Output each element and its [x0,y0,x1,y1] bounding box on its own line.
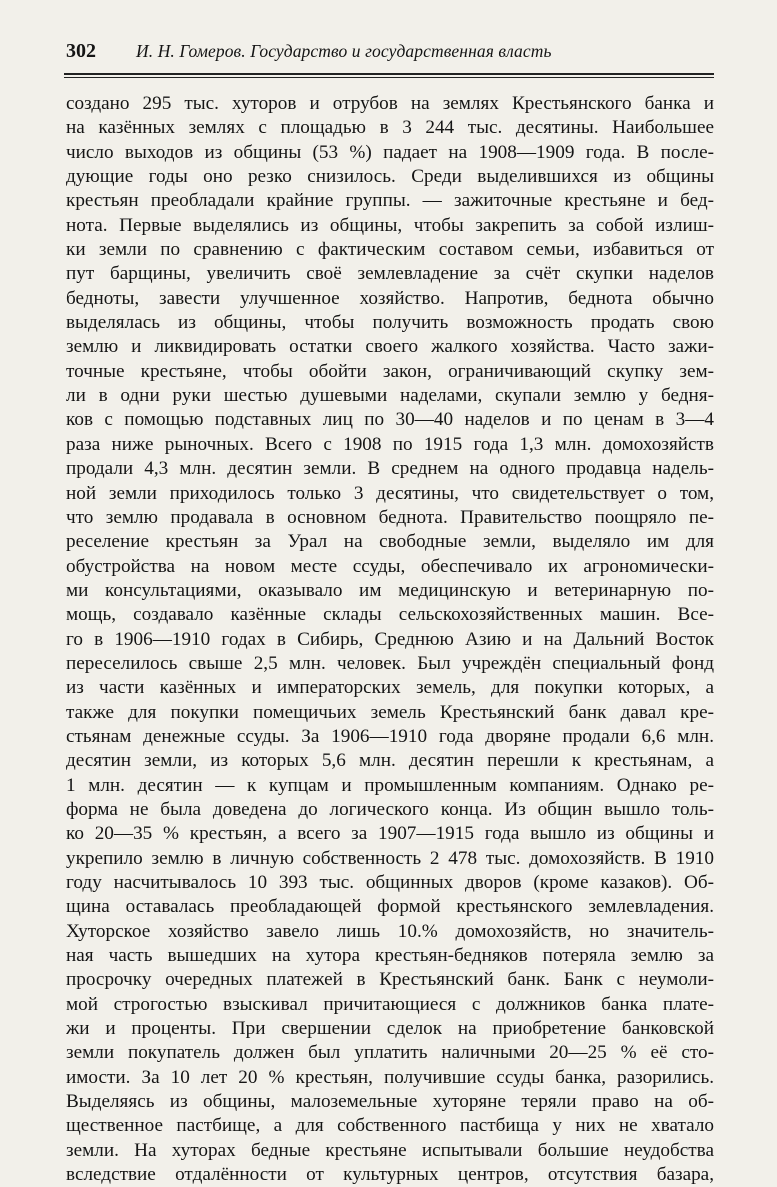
page-number: 302 [66,40,96,62]
text-line: го в 1906—1910 годах в Сибирь, Среднюю Азию и на Дальний Восток [66,628,714,650]
text-line: вследствие отдалённости от культурных центров, отсутствия базара, [66,1164,714,1186]
text-line: мощь, создавало казённые склады сельскохозяйственных машин. Все- [66,604,714,626]
text-line: просрочку очередных платежей в Крестьянский банк. Банк с неумоли- [66,969,714,991]
text-line: ко 20—35 % крестьян, а всего за 1907—1915 года вышло из общины и [66,823,714,845]
text-line: что землю продавала в основном беднота. Правительство поощряло пе- [66,506,714,528]
text-line: щественное пастбище, а для собственного пастбища у них не хватало [66,1115,714,1137]
text-line: обустройства на новом месте ссуды, обеспечивало их агрономически- [66,555,714,577]
text-line: раза ниже рыночных. Всего с 1908 по 1915 года 1,3 млн. домохозяйств [66,433,714,455]
text-line: мой строгостью взыскивал причитающиеся с должников банка плате- [66,993,714,1015]
text-line: имости. За 10 лет 20 % крестьян, получившие ссуды банка, разорились. [66,1066,714,1088]
text-line: нота. Первые выделялись из общины, чтобы закрепить за собой излиш- [66,214,714,236]
text-line: щина оставалась преобладающей формой крестьянского землевладения. [66,896,714,918]
text-line: земли. На хуторах бедные крестьяне испытывали большие неудобства [66,1139,714,1161]
text-line: пут барщины, увеличить своё землевладение за счёт скупки наделов [66,263,714,285]
text-line: ли в одни руки шестью душевыми наделами, скупали землю у бедня- [66,385,714,407]
text-line: дующие годы оно резко снизилось. Среди выделившихся из общины [66,166,714,188]
text-line: земли покупатель должен был уплатить наличными 20—25 % её сто- [66,1042,714,1064]
text-line: ков с помощью подставных лиц по 30—40 наделов и по ценам в 3—4 [66,409,714,431]
text-line: Выделяясь из общины, малоземельные хуторяне теряли право на об- [66,1091,714,1113]
header-rule [64,73,714,75]
text-line: переселилось свыше 2,5 млн. человек. Был учреждён специальный фонд [66,652,714,674]
text-line: продали 4,3 млн. десятин земли. В среднем на одного продавца надель- [66,458,714,480]
text-line: году насчитывалось 10 393 тыс. общинных дворов (кроме казаков). Об- [66,872,714,893]
text-line: ная часть вышедших на хутора крестьян-бедняков потеряла землю за [66,945,714,967]
text-line: ми консультациями, оказывало им медицинскую и ветеринарную по- [66,579,714,601]
text-line: стьянам денежные ссуды. За 1906—1910 года дворяне продали 6,6 млн. [66,725,714,747]
text-line: десятин земли, из которых 5,6 млн. десятин перешли к крестьянам, а [66,750,714,772]
text-line: бедноты, завести улучшенное хозяйство. Напротив, беднота обычно [66,287,714,309]
text-line: крестьян преобладали крайние группы. — зажиточные крестьяне и бед- [66,190,714,212]
text-line: на казённых землях с площадью в 3 244 тыс. десятины. Наибольшее [66,117,714,139]
header-rule-thin [64,77,714,78]
text-line: землю и ликвидировать остатки своего жалкого хозяйства. Часто зажи- [66,336,714,358]
text-line: Хуторское хозяйство завело лишь 10.% домохозяйств, но значитель- [66,920,714,942]
text-line: ной земли приходилось только 3 десятины, что свидетельствует о том, [66,482,714,504]
text-line: реселение крестьян за Урал на свободные земли, выделяло им для [66,531,714,553]
running-title: И. Н. Гомеров. Государство и государственная власть [136,41,552,61]
text-line: выделялась из общины, чтобы получить возможность продать свою [66,312,714,334]
text-line: число выходов из общины (53 %) падает на 1908—1909 года. В после- [66,141,714,163]
text-line: точные крестьяне, чтобы обойти закон, ограничивающий скупку зем- [66,360,714,382]
text-line: из части казённых и императорских земель, для покупки которых, а [66,677,714,699]
text-line: ки земли по сравнению с фактическим составом семьи, избавиться от [66,239,714,261]
page-header [66,40,714,72]
text-line: создано 295 тыс. хуторов и отрубов на землях Крестьянского банка и [66,93,714,114]
text-line: укрепило землю в личную собственность 2 478 тыс. домохозяйств. В 1910 [66,847,714,869]
text-line: также для покупки помещичьих земель Крестьянский банк давал кре- [66,701,714,723]
text-line: жи и проценты. При свершении сделок на приобретение банковской [66,1018,714,1040]
body-text [66,92,714,1187]
text-line: 1 млн. десятин — к купцам и промышленным компаниям. Однако ре- [66,774,714,796]
text-line: форма не была доведена до логического конца. Из общин вышло толь- [66,798,714,820]
